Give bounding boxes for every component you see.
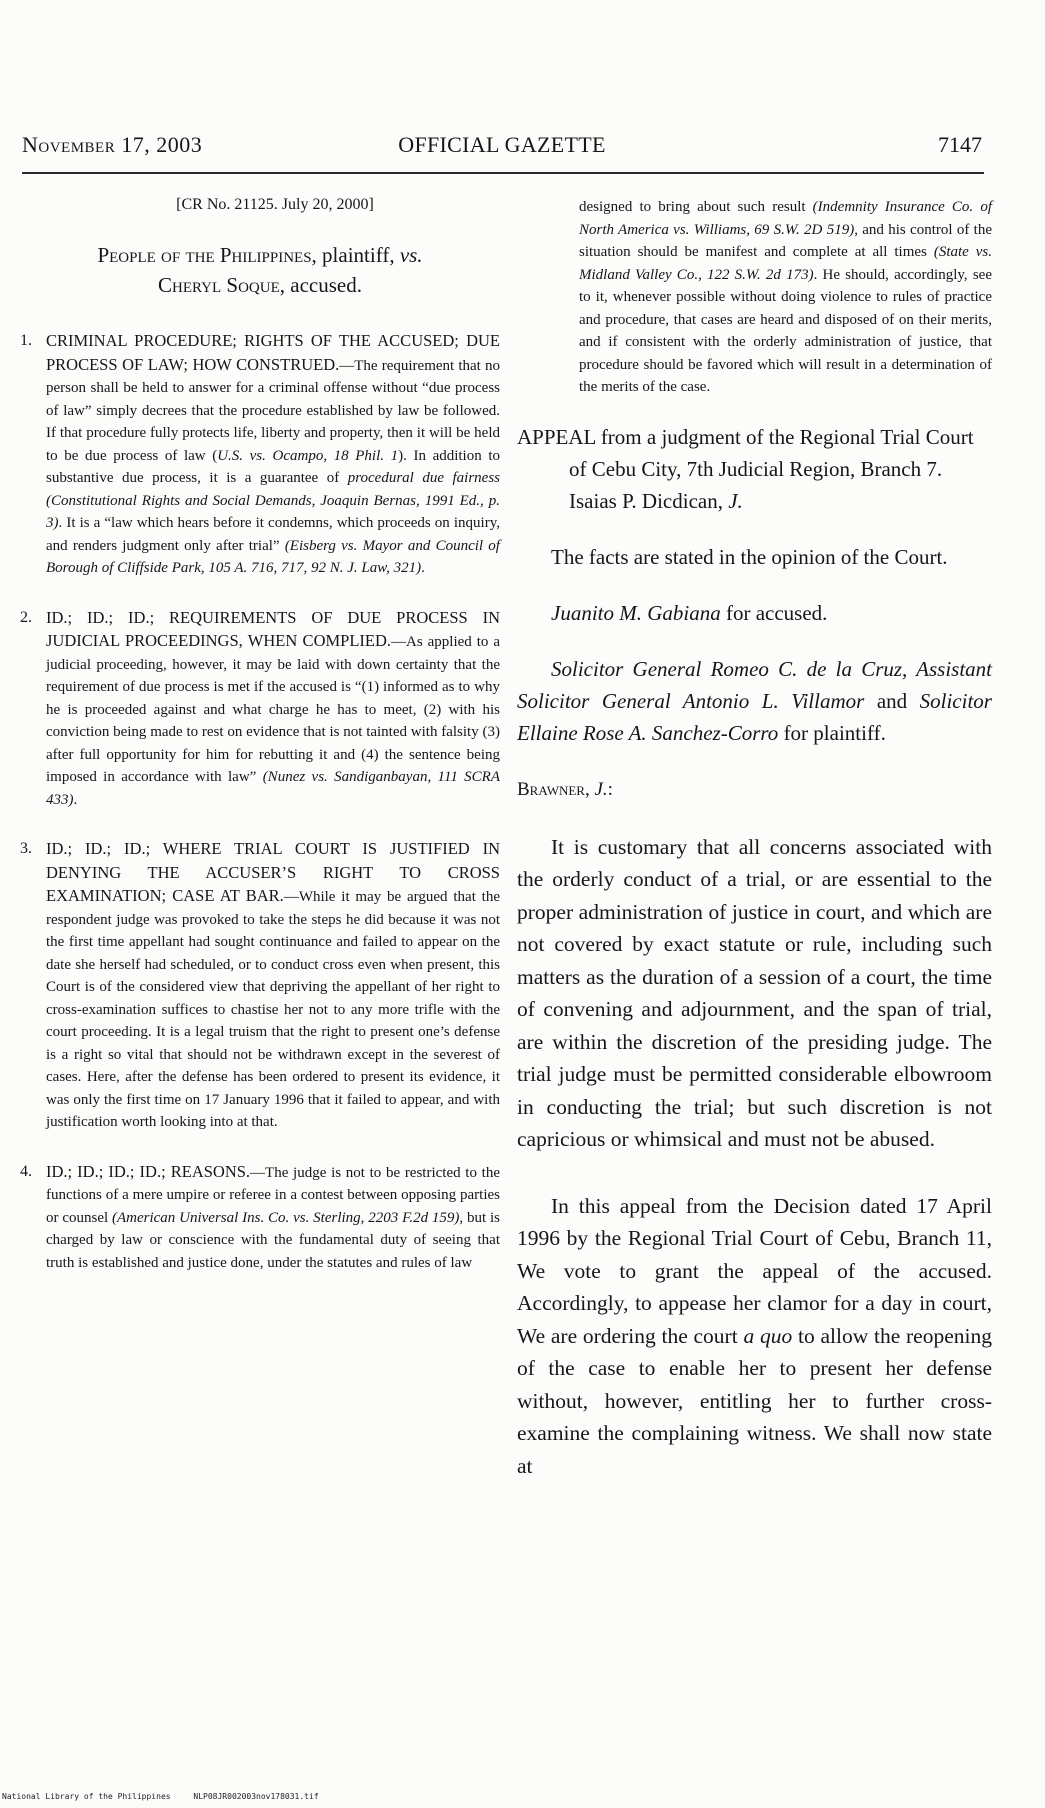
counsel-name: Solicitor Ellaine Rose A. Sanchez-Corro — [517, 688, 992, 745]
case-number: [CR No. 21125. July 20, 2000] — [176, 196, 374, 213]
syllabus-citation: (Nunez vs. Sandiganbayan, 111 SCRA 433) — [46, 769, 501, 808]
header-page-number: 7147 — [938, 132, 982, 157]
trial-judge-title: J. — [728, 488, 743, 513]
syllabus-citation: procedural due fairness (Constitutional Rights and Social Demands, Joaquin Bernas, 1991 Ed., p. 3) — [46, 470, 501, 531]
syllabus-number: 2. — [20, 608, 32, 626]
syllabus-item — [20, 838, 500, 1134]
continuation-citation: (State vs. Midland Valley Co., 122 S.W. 2d 173) — [579, 244, 992, 283]
right-column — [517, 196, 992, 1516]
counsel-conjunction: and — [864, 688, 920, 713]
ponente-separator: , — [584, 778, 595, 800]
continuation-text: . He should, accordingly, see to it, whenever possible without doing violence to rules of practice and procedure, that cases are heard and disposed of on their merits, and if consistent with the orderly administration of justice, that procedure should be favored which will result in a determination of the merits of the case. — [579, 266, 992, 395]
syllabus-text: —While it may be argued that the respondent judge was provoked to take the steps he did because it was not the first time appellant had sought continuance and failed to appear on the date she herself had scheduled, or to conduct cross even when present, this Court is of the considered view that depriving the appellant of her right to cross-examination suffices to chastise her not to any more trifle with the court proceeding. It is a legal truism that the right to present one’s defense is a right so vital that should not be withdrawn except in the severest of cases. Here, after the defense has been ordered to present its evidence, it was only the first time on 17 January 1996 that it failed to appear, and with justification worth looking into at that. — [46, 889, 500, 1130]
footer-file: NLP08JR002003nov178031.tif — [193, 1792, 319, 1801]
ponente-name: Brawner — [517, 778, 585, 800]
opinion-text: In this appeal from the Decision dated 17 April 1996 by the Regional Trial Court of Cebu, Branch 11, We vote to grant the appeal of the accused. Accordingly, to appease her clamor for a day in court, We are ordering the court — [517, 1193, 992, 1348]
syllabus-number: 4. — [20, 1162, 32, 1180]
footer-library: National Library of the Philippines — [2, 1792, 171, 1801]
syllabus-number: 1. — [20, 332, 32, 349]
counsel-name: Juanito M. Gabiana — [551, 600, 721, 625]
scan-footer — [2, 1792, 337, 1801]
syllabus-item — [20, 330, 500, 580]
syllabus-text: —As applied to a judicial proceeding, however, it may be laid with down certainty that the requirement of due process is met if the accused is “(1) informed as to why he is proceeded against and what charge he has to meet, (2) with his conviction being made to rest on evidence that is not tainted with falsity (3) after full opportunity for him for rebutting it and (4) the sentence being imposed in accordance with law” — [46, 634, 500, 785]
running-header — [22, 132, 982, 166]
left-column — [20, 196, 500, 1301]
syllabus-text: . It is a “law which hears before it condemns, which proceeds on inquiry, and renders judgment only after trial” — [46, 515, 500, 554]
accused-counsel — [517, 597, 992, 629]
accused-name: Cheryl Soque — [158, 273, 280, 297]
syllabus-continuation — [517, 196, 992, 399]
syllabus-item — [20, 607, 500, 812]
syllabus-text: . — [73, 791, 78, 808]
syllabus-citation: (Eisberg vs. Mayor and Council of Borough of Cliffside Park, 105 A. 716, 717, 92 N. J. Law, 321) — [46, 537, 500, 576]
latin-term: a quo — [743, 1323, 793, 1348]
counsel-name: Solicitor General Romeo C. de la Cruz, Assistant Solicitor General Antonio L. Villamor — [517, 656, 992, 713]
syllabus-text: , but is charged by law or conscience with the fundamental duty of seeing that truth is established and justice done, under the statutes and rules of law — [46, 1209, 500, 1271]
plaintiff-role: , plaintiff, — [311, 243, 400, 267]
plaintiff-counsel — [517, 653, 992, 749]
header-date: November 17, 2003 — [22, 132, 203, 157]
syllabus-heading: CRIMINAL PROCEDURE; RIGHTS OF THE ACCUSED; DUE PROCESS OF LAW; HOW CONSTRUED. — [46, 331, 500, 374]
syllabus-citation: U.S. vs. Ocampo, 18 Phil. 1 — [217, 447, 399, 464]
plaintiff-name: People of the Philippines — [97, 243, 312, 267]
header-title: OFFICIAL GAZETTE — [398, 132, 606, 157]
syllabus-number: 3. — [20, 840, 32, 857]
syllabus-citation: (American Universal Ins. Co. vs. Sterling, 2203 F.2d 159) — [111, 1209, 460, 1226]
versus: vs. — [399, 243, 423, 267]
accused-role: , accused. — [279, 273, 362, 297]
facts-statement: The facts are stated in the opinion of the Court. — [551, 544, 948, 569]
continuation-citation: (Indemnity Insurance Co. of North America vs. Williams, 69 S.W. 2D 519) — [579, 199, 992, 238]
syllabus-text: —The requirement that no person shall be held to answer for a criminal offense without “due process of law” simply decrees that the procedure established by law be followed. If that procedure fully protects life, liberty and property, then it will be held to be due process of law ( — [46, 357, 500, 464]
opinion-text: to allow the reopening of the case to enable her to present her defense without, however, entitling her to further cross-examine the complaining witness. We shall now state at — [517, 1323, 992, 1478]
syllabus-heading: ID.; ID.; ID.; REQUIREMENTS OF DUE PROCESS IN JUDICIAL PROCEEDINGS, WHEN COMPLIED. — [46, 607, 500, 650]
opinion-paragraph-1: It is customary that all concerns associated with the orderly conduct of a trial, or are essential to the proper administration of justice in court, and which are not covered by exact statute or rule, including such matters as the duration of a session of a court, the time of convening and adjournment, and the span of trial, are within the discretion of the presiding judge. The trial judge must be permitted considerable elbowroom in conducting the trial; but such discretion is not capricious or whimsical and must not be abused. — [517, 834, 992, 1151]
syllabus-heading: ID.; ID.; ID.; ID.; REASONS. — [46, 1161, 251, 1181]
syllabus-text: —The judge is not to be restricted to the functions of a mere umpire or referee in a contest between opposing parties or counsel — [46, 1164, 500, 1226]
continuation-text: designed to bring about such result — [579, 199, 813, 215]
counsel-role: for accused. — [720, 600, 828, 625]
ponente — [517, 779, 992, 801]
header-rule — [22, 172, 984, 174]
appeal-statement — [517, 421, 992, 517]
opinion-paragraph-2 — [517, 1190, 992, 1483]
counsel-role: for plaintiff. — [778, 720, 886, 745]
continuation-text: , and his control of the situation should be manifest and complete at all times — [579, 221, 992, 260]
ponente-title: J. — [594, 778, 608, 800]
appeal-text: APPEAL from a judgment of the Regional Trial Court of Cebu City, 7th Judicial Region, Branch 7. Isaias P. Dicdican, — [517, 424, 974, 513]
syllabus-item — [20, 1161, 500, 1275]
ponente-colon: : — [607, 778, 613, 800]
case-parties — [20, 240, 500, 300]
syllabus-text: . — [421, 560, 425, 576]
syllabus-heading: ID.; ID.; ID.; WHERE TRIAL COURT IS JUSTIFIED IN DENYING THE ACCUSER’S RIGHT TO CROSS EXAMINATION; CASE AT BAR. — [46, 839, 500, 905]
syllabus-text: ). In addition to substantive due process, it is a guarantee of — [46, 447, 500, 486]
